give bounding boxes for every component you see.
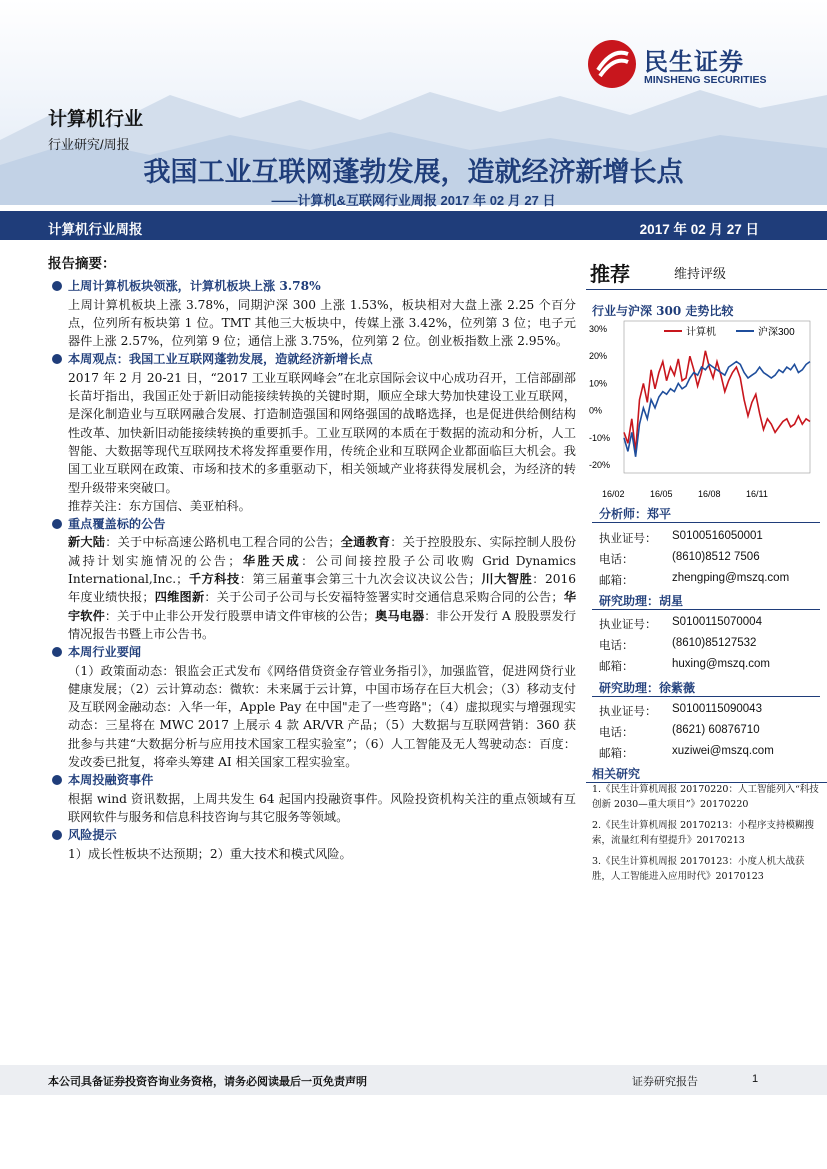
- section-body: 2017 年 2 月 20-21 日，“2017 工业互联网峰会”在北京国际会议中心成功召开，工信部副部长苗圩指出，我国正处于新旧动能接续转换的关键时期，顺应全球大势加快建设工业互联网，是深化制造业与互联网融合发展、打造制造强国和网络强国的战略选择，也是促进供给侧结构性改革、加快新旧动能接续转换的重要抓手。工业互联网的本质在于数据的流动和分析，人工智能、大数据等现代互联网技术将发挥重要作用，传统企业和互联网企业都面临巨大机会。我国工业互联网在政策、市场和技术的多重驱动下，相关领域产业将获得发展机会，为经济的转型升级带来突破口。: [68, 370, 576, 495]
- x-tick-label: 16/08: [698, 489, 721, 499]
- email-address[interactable]: zhengping@mszq.com: [672, 572, 790, 584]
- bullet-icon: [52, 647, 62, 657]
- abstract-column: [48, 255, 576, 863]
- page-subtitle: ——计算机&互联网行业周报 2017 年 02 月 27 日: [271, 193, 556, 208]
- abstract-heading: 报告摘要：: [48, 256, 116, 272]
- rating-main: 推荐: [590, 264, 630, 286]
- related-item[interactable]: 2.《民生计算机周报 20170213：小程序支持模糊搜索，流量红利有望提升》20170213: [592, 820, 814, 846]
- phone-label: 电话：: [599, 638, 634, 652]
- bullet-icon: [52, 354, 62, 364]
- section-heading: 本周投融资事件: [48, 771, 576, 789]
- section-heading: 重点覆盖标的公告: [48, 515, 576, 533]
- cert-label: 执业证号：: [599, 617, 657, 631]
- y-tick-label: 0%: [589, 405, 603, 416]
- related-item[interactable]: 1.《民生计算机周报 20170220：人工智能列入“科技创新 2030—重大项目”》20170220: [592, 784, 819, 810]
- x-tick-label: 16/11: [746, 489, 768, 499]
- phone-number: (8610)85127532: [672, 637, 757, 649]
- email-address[interactable]: xuziwei@mszq.com: [672, 745, 774, 757]
- legend-label: 计算机: [686, 327, 716, 338]
- section-heading: 上周计算机板块领涨，计算机板块上涨 3.78%: [48, 277, 576, 295]
- industry-label: 计算机行业: [48, 109, 144, 130]
- email-label: 邮箱：: [599, 573, 634, 587]
- y-tick-label: 10%: [589, 378, 608, 389]
- brand-name-cn: 民生证券: [644, 49, 744, 76]
- legend-label: 沪深300: [758, 327, 795, 338]
- related-item[interactable]: 3.《民生计算机周报 20170123：小度人机大战获胜，人工智能进入应用时代》20170123: [592, 856, 805, 882]
- rating-sub: 维持评级: [674, 266, 727, 281]
- recommend-line: 推荐关注：东方国信、美亚柏科。: [68, 498, 251, 513]
- y-tick-label: 30%: [589, 324, 608, 334]
- bullet-icon: [52, 519, 62, 529]
- report-type: 行业研究/周报: [48, 137, 130, 152]
- announcement-list: 新大陆：关于中标高速公路机电工程合同的公告；全通教育：关于控股股东、实际控制人股份减持计划实施情况的公告；华胜天成：公司间接控股子公司收购 Grid Dynamics International,Inc.；千方科技：第三届董事会第三十九次会议决议公告；川大智胜：2016 年度业绩快报；四维图新：关于公司子公司与长安福特签署实时交通信息采购合同的公告；华宇软件：关于中止非公开发行股票申请文件审核的公告；奥马电器：非公开发行 A 股股票发行情况报告书暨上市公告书。: [68, 535, 577, 641]
- section-heading: 本周观点：我国工业互联网蓬勃发展，造就经济新增长点: [48, 350, 576, 368]
- email-address[interactable]: huxing@mszq.com: [672, 658, 770, 670]
- band-date: 2017 年 02 月 27 日: [639, 222, 759, 237]
- chart-title: 行业与沪深 300 走势比较: [592, 304, 734, 318]
- brand-name-en: MINSHENG SECURITIES: [644, 74, 767, 86]
- phone-label: 电话：: [599, 725, 634, 739]
- analyst-name: 研究助理：胡星: [599, 594, 684, 608]
- cert-number: S0100115070004: [672, 616, 762, 628]
- phone-number: (8610)8512 7506: [672, 551, 760, 563]
- y-tick-label: 20%: [589, 351, 608, 362]
- analyst-name: 分析师：郑平: [599, 507, 672, 521]
- page-number: 1: [752, 1073, 759, 1085]
- cert-number: S0100115090043: [672, 703, 762, 715]
- y-tick-label: -10%: [589, 432, 611, 443]
- brand-logo: [588, 40, 778, 100]
- minsheng-logo-icon: [588, 40, 636, 88]
- email-label: 邮箱：: [599, 746, 634, 760]
- section-body: 上周计算机板块上涨 3.78%，同期沪深 300 上涨 1.53%，板块相对大盘上涨 2.25 个百分点，位列所有板块第 1 位。TMT 其他三大板块中，传媒上涨 3.42%，位列第 3 位；电子元器件上涨 2.57%，位列第 9 位；通信上涨 3.75%，位列第 2 位。创业板指数上涨 2.95%。: [68, 297, 576, 349]
- footer-disclaimer: 本公司具备证券投资咨询业务资格，请务必阅读最后一页免责声明: [48, 1076, 367, 1088]
- cert-label: 执业证号：: [599, 531, 657, 545]
- y-tick-label: -20%: [589, 460, 611, 470]
- bullet-icon: [52, 775, 62, 785]
- related-research-title: 相关研究: [592, 767, 641, 781]
- bullet-icon: [52, 281, 62, 291]
- section-body: （1）政策面动态：银监会正式发布《网络借贷资金存管业务指引》，加强监管，促进网贷行业健康发展；（2）云计算动态：微软：未来属于云计算，中国市场存在巨大机会；（3）移动支付及互联网金融动态：入华一年，Apple Pay 在中国"走了一些弯路"；（4）虚拟现实与增强现实动态：三星将在 MWC 2017 上展示 4 款 AR/VR 产品；（5）大数据与互联网营销：360 获批参与共建“大数据分析与应用技术国家工程实验室”；（6）人工智能及无人驾驶动态：百度：发改委已批复，将牵头筹建 AI 相关国家工程实验室。: [68, 663, 576, 770]
- bullet-icon: [52, 830, 62, 840]
- page-title: 我国工业互联网蓬勃发展，造就经济新增长点: [143, 157, 684, 187]
- section-heading: 本周行业要闻: [48, 643, 576, 661]
- phone-label: 电话：: [599, 552, 634, 566]
- section-heading: 风险提示: [48, 826, 576, 844]
- section-body: 1）成长性板块不达预期；2）重大技术和模式风险。: [68, 846, 352, 861]
- cert-number: S0100516050001: [672, 530, 763, 542]
- trend-chart: [586, 317, 812, 505]
- x-tick-label: 16/02: [602, 489, 625, 499]
- analyst-name: 研究助理：徐紫薇: [599, 681, 696, 695]
- footer-doc-type: 证券研究报告: [632, 1076, 698, 1088]
- phone-number: (8621) 60876710: [672, 724, 760, 736]
- band-report-name: 计算机行业周报: [48, 222, 143, 237]
- x-tick-label: 16/05: [650, 489, 673, 499]
- cert-label: 执业证号：: [599, 704, 657, 718]
- email-label: 邮箱：: [599, 659, 634, 673]
- section-body: 根据 wind 资讯数据，上周共发生 64 起国内投融资事件。风险投资机构关注的重点领域有互联网软件与服务和信息科技咨询与其它服务等领域。: [68, 791, 576, 824]
